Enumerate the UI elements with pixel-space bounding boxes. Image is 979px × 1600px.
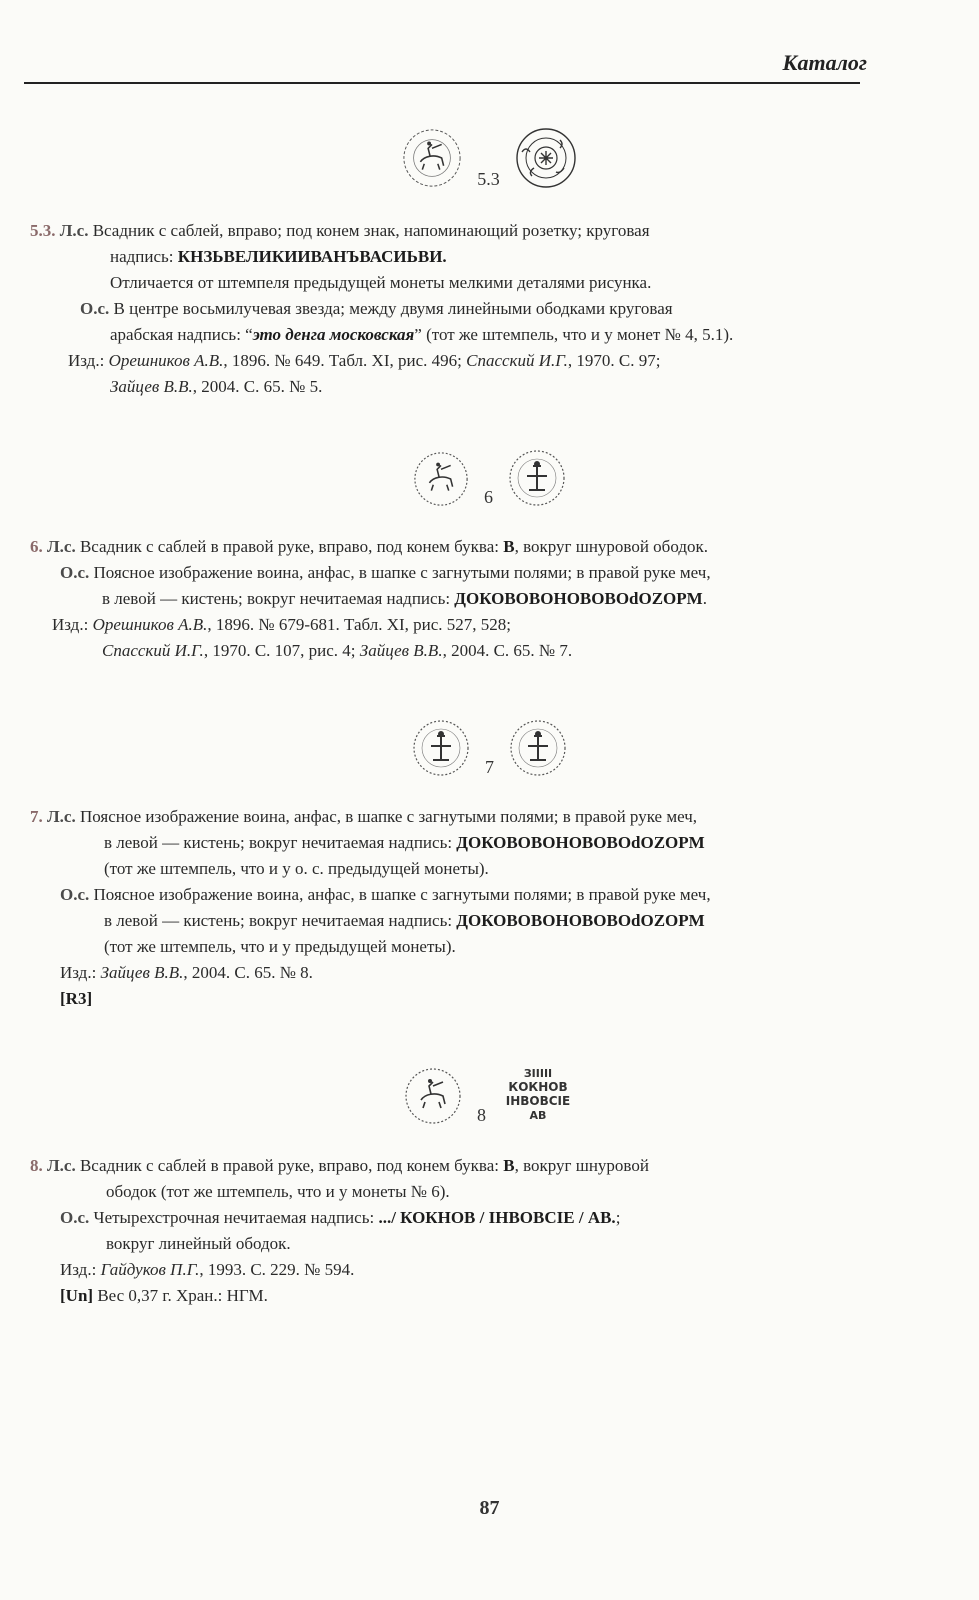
figure-label: 7 xyxy=(485,757,494,777)
rarity-badge: [R3] xyxy=(60,989,93,1008)
catalog-entry-8 xyxy=(30,1153,870,1309)
catalog-entry-6 xyxy=(30,534,870,664)
pub-ref: , 1896. № 649. Табл. XI, рис. 496; xyxy=(223,351,462,370)
coin-reverse-image xyxy=(507,448,567,508)
reverse-text: В центре восьмилучевая звезда; между двумя линейными ободками круговая xyxy=(113,299,673,318)
obverse-text: Всадник с саблей, вправо; под конем знак, напоминающий розетку; круговая xyxy=(92,221,650,240)
pub-author: Орешников А.В. xyxy=(108,351,224,370)
obverse-text-cont: , вокруг шнуровой xyxy=(514,1156,649,1175)
obverse-text-end: , вокруг шнуровой ободок. xyxy=(514,537,708,556)
reverse-label: О.с. xyxy=(60,563,90,582)
coin-obverse-image xyxy=(412,450,470,508)
coin-inscription-line: ЗІІІІІ xyxy=(523,1067,553,1080)
reverse-legend: это денга московская xyxy=(252,325,415,344)
reverse-text-end: . xyxy=(702,589,707,608)
entry-number: 7. xyxy=(30,807,43,826)
page-number: 87 xyxy=(479,1497,500,1519)
entry-number: 5.3. xyxy=(30,221,56,240)
entry-number: 6. xyxy=(30,537,43,556)
pub-author: Зайцев В.В. xyxy=(100,963,184,982)
obverse-text-cont: в левой — кистень; вокруг нечитаемая надпись: xyxy=(104,833,453,852)
coin-inscription-line: АВ xyxy=(529,1109,547,1122)
pub-ref: , 1970. С. 97; xyxy=(567,351,661,370)
reverse-label: О.с. xyxy=(60,1208,90,1227)
coin-obverse-image xyxy=(403,1066,463,1126)
coin-reverse-image xyxy=(500,1064,576,1126)
reverse-text-cont: арабская надпись: “ xyxy=(110,325,253,344)
obverse-legend: КНЗЬВЕЛИКИИВАНЪВАСИЬВИ. xyxy=(177,247,447,266)
coin-obverse-image xyxy=(401,126,463,190)
rarity-badge: [Un] xyxy=(60,1286,94,1305)
pub-ref: , 1896. № 679-681. Табл. XI, рис. 527, 528; xyxy=(207,615,512,634)
reverse-text-end: ” (тот же штемпель, что и у монет № 4, 5.1). xyxy=(414,325,734,344)
obverse-label: Л.с. xyxy=(47,807,76,826)
figure-label: 6 xyxy=(484,487,493,507)
pub-ref: , 2004. С. 65. № 8. xyxy=(183,963,313,982)
coin-reverse-image xyxy=(508,718,568,778)
reverse-text-end: вокруг линейный ободок. xyxy=(106,1234,291,1253)
header-rule xyxy=(24,82,860,84)
coin-figure-8 xyxy=(0,1064,979,1126)
reverse-text: Поясное изображение воина, анфас, в шапке с загнутыми полями; в правой руке меч, xyxy=(93,563,711,582)
reverse-legend: ДОКОВОВОНОВОВОdOZOPM xyxy=(456,911,705,930)
obverse-label: Л.с. xyxy=(59,221,89,240)
pub-author: Орешников А.В. xyxy=(92,615,208,634)
publication-label: Изд.: xyxy=(60,963,97,982)
obverse-label: Л.с. xyxy=(47,1156,76,1175)
publication-label: Изд.: xyxy=(52,615,89,634)
obverse-text: Всадник с саблей в правой руке, вправо, под конем буква: xyxy=(79,537,499,556)
reverse-text-cont: в левой — кистень; вокруг нечитаемая надпись: xyxy=(104,911,453,930)
page-header-title: Каталог xyxy=(782,50,867,75)
pub-author: Зайцев В.В. xyxy=(359,641,443,660)
obverse-label: Л.с. xyxy=(47,537,76,556)
reverse-legend: ДОКОВОВОНОВОВОdOZOPM xyxy=(454,589,703,608)
catalog-entry-7 xyxy=(30,804,870,1012)
pub-ref: , 1970. С. 107, рис. 4; xyxy=(203,641,356,660)
figure-label: 5.3 xyxy=(477,169,500,189)
coin-figure-5-3 xyxy=(0,126,979,190)
coin-figure-6 xyxy=(0,448,979,508)
pub-author: Спасский И.Г. xyxy=(466,351,568,370)
catalog-entry-5-3 xyxy=(30,218,870,400)
obverse-legend: ДОКОВОВОНОВОВОdOZOPM xyxy=(456,833,705,852)
entry-number: 8. xyxy=(30,1156,43,1175)
reverse-text-end: (тот же штемпель, что и у предыдущей монеты). xyxy=(104,937,456,956)
pub-ref: , 2004. С. 65. № 7. xyxy=(442,641,573,660)
coin-inscription-line: КОКНОВ xyxy=(508,1080,568,1094)
obverse-text: Поясное изображение воина, анфас, в шапке с загнутыми полями; в правой руке меч, xyxy=(79,807,698,826)
obverse-text: Всадник с саблей в правой руке, вправо, под конем буква: xyxy=(79,1156,499,1175)
pub-author: Зайцев В.В. xyxy=(110,377,193,396)
obverse-text-end: ободок (тот же штемпель, что и у монеты № 6). xyxy=(106,1182,450,1201)
obverse-text-end: (тот же штемпель, что и у о. с. предыдущей монеты). xyxy=(104,859,489,878)
coin-figure-7 xyxy=(0,718,979,778)
coin-inscription-line: ІНВОВСІЕ xyxy=(505,1094,571,1108)
entry-note: Отличается от штемпеля предыдущей монеты мелкими деталями рисунка. xyxy=(110,273,652,292)
publication-label: Изд.: xyxy=(68,351,105,370)
obverse-letter: В xyxy=(503,1156,515,1175)
obverse-letter: В xyxy=(503,537,515,556)
reverse-label: О.с. xyxy=(80,299,110,318)
pub-ref: , 1993. С. 229. № 594. xyxy=(199,1260,355,1279)
obverse-text-cont: надпись: xyxy=(110,247,174,266)
publication-label: Изд.: xyxy=(60,1260,97,1279)
reverse-text-cont: ; xyxy=(615,1208,621,1227)
coin-reverse-image xyxy=(514,126,578,190)
pub-ref: , 2004. С. 65. № 5. xyxy=(192,377,323,396)
storage-note: Вес 0,37 г. Хран.: НГМ. xyxy=(97,1286,268,1305)
figure-label: 8 xyxy=(477,1105,486,1125)
reverse-legend: .../ КОКНОВ / ІНВОВСІЕ / АВ. xyxy=(378,1208,616,1227)
reverse-text-cont: в левой — кистень; вокруг нечитаемая надпись: xyxy=(102,589,451,608)
coin-obverse-image xyxy=(411,718,471,778)
reverse-text: Четырехстрочная нечитаемая надпись: xyxy=(93,1208,375,1227)
reverse-text: Поясное изображение воина, анфас, в шапке с загнутыми полями; в правой руке меч, xyxy=(93,885,711,904)
reverse-label: О.с. xyxy=(60,885,90,904)
pub-author: Гайдуков П.Г. xyxy=(100,1260,200,1279)
pub-author: Спасский И.Г. xyxy=(102,641,204,660)
